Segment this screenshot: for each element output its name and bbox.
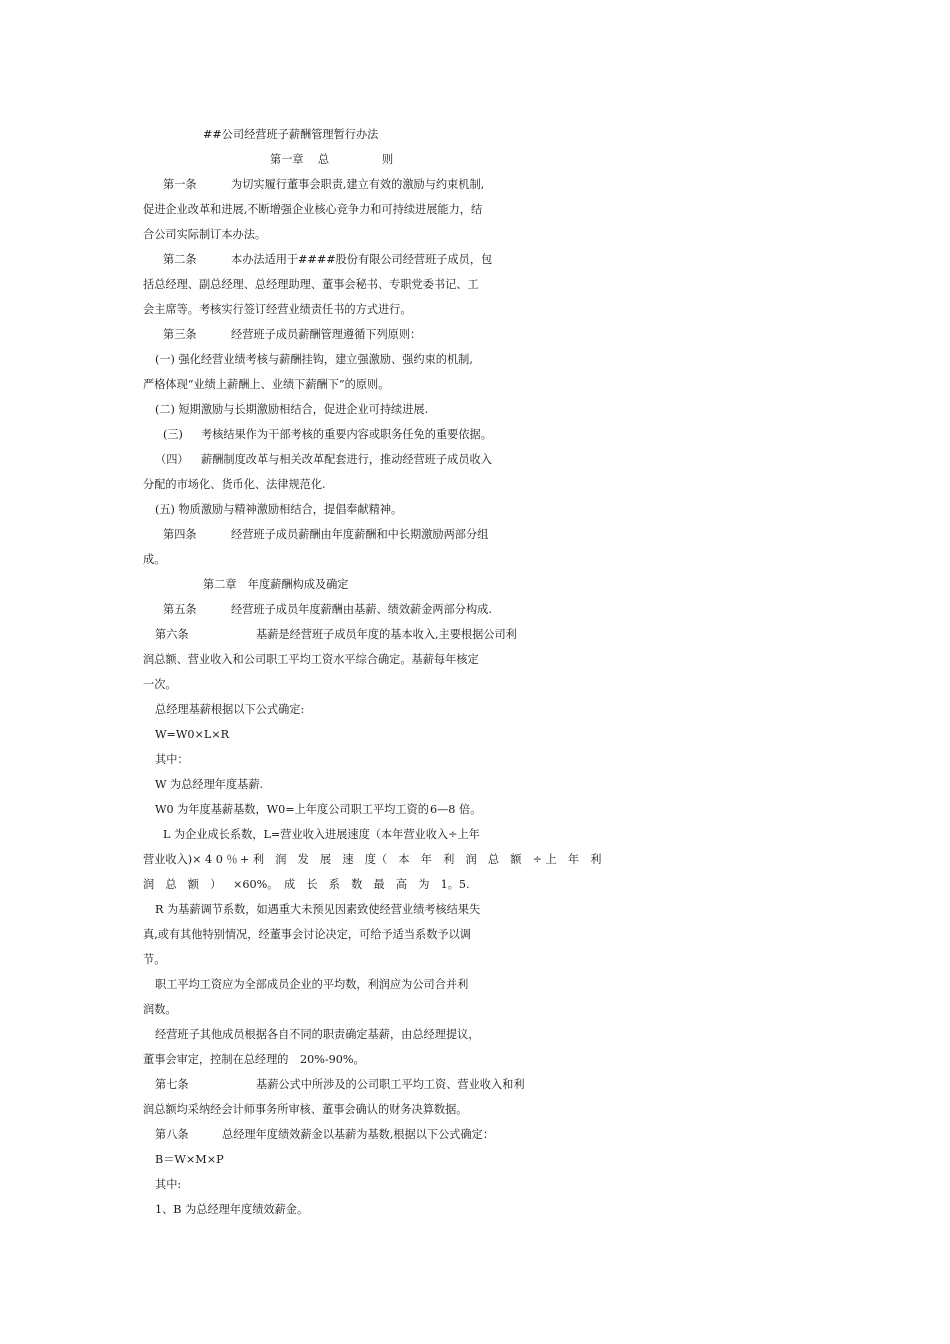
article-7-number: 第七条 xyxy=(155,1078,189,1091)
principle-1-line-1: (一) 强化经营业绩考核与薪酬挂钩，建立强激励、强约束的机制, xyxy=(155,353,473,366)
definition-w0: W0 为年度基薪基数，W0=上年度公司职工平均工资的 xyxy=(155,803,429,816)
principle-2: (二) 短期激励与长期激励相结合，促进企业可持续进展. xyxy=(155,403,429,416)
principle-4-line-1: 薪酬制度改革与相关改革配套进行，推动经营班子成员收入 xyxy=(201,453,492,466)
principle-3-number: (三) xyxy=(163,428,183,441)
article-4-number: 第四条 xyxy=(163,528,197,541)
article-5-line-1: 经营班子成员年度薪酬由基薪、绩效薪金两部分构成. xyxy=(231,603,492,616)
other-members-line-2b: 20%-90%。 xyxy=(300,1053,365,1066)
article-4-line-1: 经营班子成员薪酬由年度薪酬和中长期激励两部分组 xyxy=(231,528,489,541)
average-wage-line-2: 润数。 xyxy=(143,1003,177,1016)
principle-4-line-2: 分配的市场化、货币化、法律规范化. xyxy=(143,478,326,491)
article-4-line-2: 成。 xyxy=(143,553,166,566)
bonus-formula: B＝W×M×P xyxy=(155,1153,224,1166)
definition-w0-multiple: 6—8 倍。 xyxy=(430,803,482,816)
other-members-line-2a: 董事会审定，控制在总经理的 xyxy=(143,1053,289,1066)
definition-l-line-2b: + 利 润 发 展 速 度（ 本 年 利 润 总 额 ÷ 上 年 利 xyxy=(240,853,602,866)
article-8-number: 第八条 xyxy=(155,1128,189,1141)
chapter-1-heading xyxy=(270,153,329,167)
article-1-line-1: 为切实履行董事会职责,建立有效的激励与约束机制, xyxy=(231,178,485,191)
definition-r-line-1: R 为基薪调节系数，如遇重大未预见因素致使经营业绩考核结果失 xyxy=(155,903,481,916)
principle-1-line-2: 严格体现“业绩上薪酬上、业绩下薪酬下”的原则。 xyxy=(143,378,390,391)
article-6-number: 第六条 xyxy=(155,628,189,641)
definition-l-line-2a: 营业收入)× 4 0 ％ xyxy=(143,853,238,866)
base-salary-intro: 总经理基薪根据以下公式确定: xyxy=(155,703,305,716)
definition-r-line-3: 节。 xyxy=(143,953,166,966)
article-1-number: 第一条 xyxy=(163,178,197,191)
article-3-line-1: 经营班子成员薪酬管理遵循下列原则： xyxy=(231,328,422,341)
definition-l-line-3b: ×60%。 xyxy=(233,878,279,891)
principle-4-number: （四） xyxy=(155,453,189,466)
principle-3: 考核结果作为干部考核的重要内容或职务任免的重要依据。 xyxy=(201,428,492,441)
article-6-line-2: 润总额、营业收入和公司职工平均工资水平综合确定。基薪每年核定 xyxy=(143,653,479,666)
principle-5: (五) 物质激励与精神激励相结合，提倡奉献精神。 xyxy=(155,503,403,516)
article-2-number: 第二条 xyxy=(163,253,197,266)
article-6-line-1: 基薪是经营班子成员年度的基本收入,主要根据公司利 xyxy=(256,628,517,641)
article-3-number: 第三条 xyxy=(163,328,197,341)
other-members-line-1: 经营班子其他成员根据各自不同的职责确定基薪，由总经理提议， xyxy=(155,1028,480,1041)
article-1-line-2: 促进企业改革和进展,不断增强企业核心竞争力和可持续进展能力，结 xyxy=(143,203,483,216)
base-salary-formula: W=W0×L×R xyxy=(155,728,230,741)
definition-l-line-3c: 成 长 系 数 最 高 为 1。5. xyxy=(284,878,470,891)
document-title: ##公司经营班子薪酬管理暂行办法 xyxy=(203,128,379,141)
definition-w: W 为总经理年度基薪. xyxy=(155,778,264,791)
chapter-1-word1: 总 xyxy=(317,153,330,166)
definition-l-line-1: L 为企业成长系数，L=营业收入进展速度（本年营业收入÷上年 xyxy=(163,828,480,841)
article-1-line-3: 合公司实际制订本办法。 xyxy=(143,228,267,241)
article-7-line-2: 润总额均采纳经会计师事务所审核、董事会确认的财务决算数据。 xyxy=(143,1103,468,1116)
article-6-line-3: 一次。 xyxy=(143,678,177,691)
article-2-line-3: 会主席等。考核实行签订经营业绩责任书的方式进行。 xyxy=(143,303,412,316)
definition-r-line-2: 真,或有其他特别情况，经董事会讨论决定，可给予适当系数予以调 xyxy=(143,928,471,941)
article-8-line-1: 总经理年度绩效薪金以基薪为基数,根据以下公式确定： xyxy=(222,1128,495,1141)
article-2-line-1: 本办法适用于####股份有限公司经营班子成员，包 xyxy=(231,253,493,266)
definition-b: 1、B 为总经理年度绩效薪金。 xyxy=(155,1203,309,1216)
average-wage-line-1: 职工平均工资应为全部成员企业的平均数，利润应为公司合并利 xyxy=(155,978,469,991)
article-7-line-1: 基薪公式中所涉及的公司职工平均工资、营业收入和利 xyxy=(256,1078,525,1091)
chapter-1-label: 第一章 xyxy=(270,153,304,166)
article-5-number: 第五条 xyxy=(163,603,197,616)
where-label-1: 其中： xyxy=(155,753,189,766)
definition-l-line-3a: 润 总 额 ） xyxy=(143,878,222,891)
chapter-2-heading: 第二章 年度薪酬构成及确定 xyxy=(203,578,349,591)
chapter-1-word2: 则 xyxy=(382,153,394,166)
article-2-line-2: 括总经理、副总经理、总经理助理、董事会秘书、专职党委书记、工 xyxy=(143,278,479,291)
where-label-2: 其中: xyxy=(155,1178,182,1191)
